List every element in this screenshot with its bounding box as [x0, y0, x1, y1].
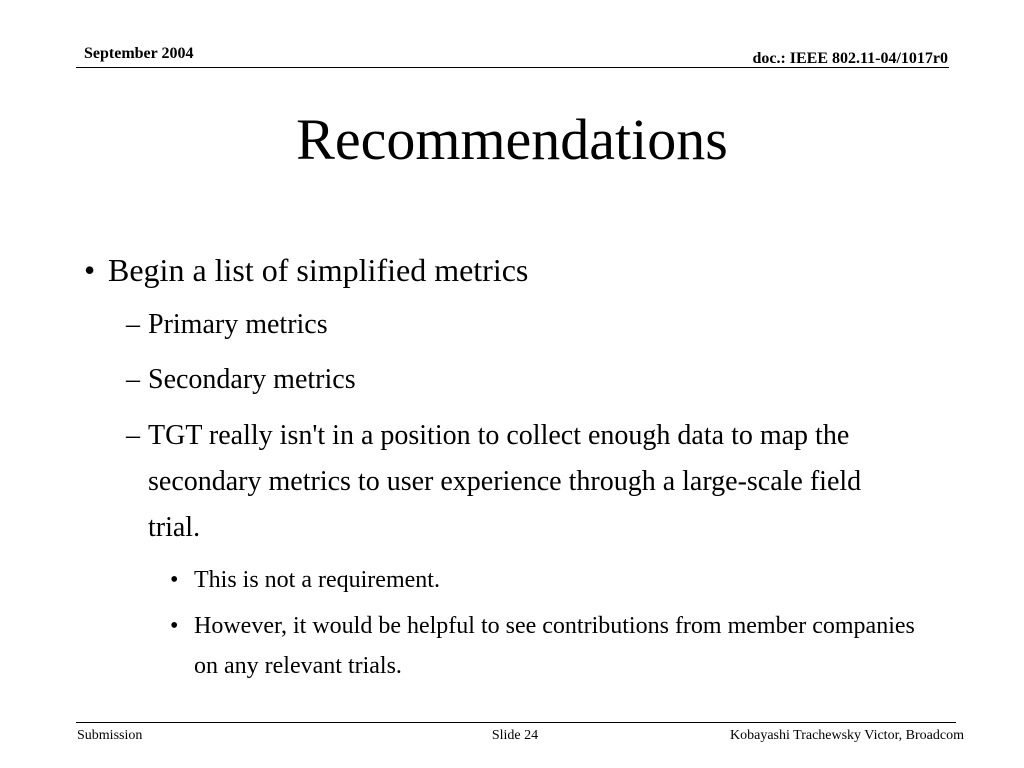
footer-authors: Kobayashi Trachewsky Victor, Broadcom [730, 728, 964, 743]
slide-title: Recommendations [296, 107, 728, 172]
footer-submission: Submission [77, 728, 143, 743]
sub-bullet-text: Secondary metrics [148, 364, 356, 395]
sub-bullet-text: TGT really isn't in a position to collect enough data to map the secondary metrics to user experience through a large-scale field trial. [148, 420, 862, 543]
bullet-marker: • [170, 613, 179, 639]
dash-marker: – [126, 309, 140, 340]
header-date: September 2004 [84, 45, 194, 62]
header-doc-id: doc.: IEEE 802.11-04/1017r0 [752, 50, 948, 67]
sub-sub-bullet-text: However, it would be helpful to see contributions from member companies on any relevant trials. [194, 613, 915, 679]
dash-marker: – [126, 364, 140, 395]
sub-bullet-text: Primary metrics [148, 309, 328, 340]
sub-sub-bullet-text: This is not a requirement. [194, 567, 440, 593]
bullet-marker: • [84, 252, 96, 288]
bullet-text: Begin a list of simplified metrics [108, 252, 529, 288]
bullet-marker: • [170, 567, 179, 593]
footer-slide-number: Slide 24 [491, 728, 539, 743]
footer-divider [76, 722, 956, 723]
dash-marker: – [126, 420, 140, 451]
